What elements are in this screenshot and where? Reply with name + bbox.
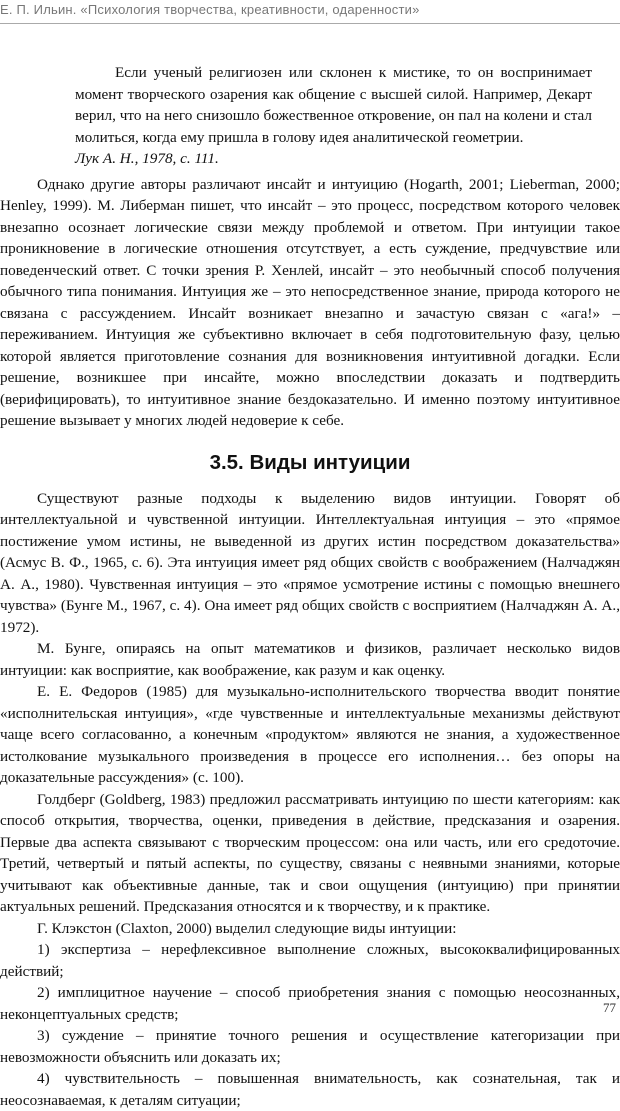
page-body [0, 62, 620, 1111]
section-paragraph: Голдберг (Goldberg, 1983) предложил рассматривать интуицию по шести категориям: как способ открытия, творчества, оценки, приведения в действие, предсказания и озарения. Первые два аспекта связывают с творческим процессом: она или часть, или его средоточие. Третий, четвертый и пятый аспекты, по существу, связаны с неявными знаниями, которые учитывают как объективные данные, так и свои ощущения (интуицию) при принятии актуальных решений. Предсказания относятся и к творчеству, и к практике. [0, 790, 620, 915]
running-head: Е. П. Ильин. «Психология творчества, креативности, одаренности» [0, 2, 420, 17]
list-item: 4) чувствительность – повышенная внимательность, как сознательная, так и неосознаваемая, к деталям ситуации; [0, 1070, 620, 1109]
list-item: 1) экспертиза – нерефлексивное выполнение сложных, высококвалифицированных действий; [0, 941, 620, 980]
section-paragraph: Е. Е. Федоров (1985) для музыкально-исполнительского творчества вводит понятие «исполнительская интуиция», «где чувственные и интеллектуальные механизмы действуют чаще всего согласованно, а конечным «продуктом» являются не знания, а художественное истолкование музыкального произведения в процессе его исполнения… без опоры на доказательные рассуждения» (с. 100). [0, 683, 620, 786]
section-paragraph: Г. Клэкстон (Claxton, 2000) выделил следующие виды интуиции: [37, 919, 457, 937]
intro-paragraph: Однако другие авторы различают инсайт и интуицию (Hogarth, 2001; Lieberman, 2000; Henley, 1999). М. Либерман пишет, что инсайт – это процесс, посредством которого человек внезапно осознает логические связи между проблемой и ответом. При интуиции такое проникновение в логические отношения отсутствует, а есть суждение, предчувствие или поведенческий ответ. С точки зрения Р. Хенлей, инсайт – это необычный способ получения обычного типа понимания. Интуиция же – это непосредственное знание, природа которого не связана с рассуждением. Инсайт возникает внезапно и зачастую связан с «ага!» – переживанием. Интуиция же субъективно включает в себя подготовительную фазу, целью которой является приготовление сознания для возникновения интуитивной догадки. Если решение, возникшее при инсайте, можно впоследствии доказать и подтвердить (верифицировать), то интуитивное знание бездоказательно. И именно поэтому интуитивное решение вызывает у многих людей недоверие к себе. [0, 175, 620, 429]
list-item: 3) суждение – принятие точного решения и осуществление категоризации при невозможности объяснить или доказать их; [0, 1027, 620, 1066]
section-paragraph: М. Бунге, опираясь на опыт математиков и физиков, различает несколько видов интуиции: как восприятие, как воображение, как разум и как оценку. [0, 640, 620, 679]
page-number: 77 [603, 1000, 616, 1015]
header-divider [0, 23, 620, 24]
epigraph-quote: Если ученый религиозен или склонен к мистике, то он воспринимает момент творческого озарения как общение с высшей силой. Например, Декарт верил, что на него снизошло божественное откровение, он пал на колени и стал молиться, когда ему пришла в голову идея аналитической геометрии. [75, 64, 592, 146]
section-paragraph: Существуют разные подходы к выделению видов интуиции. Говорят об интеллектуальной и чувственной интуиции. Интеллектуальная интуиция – это «прямое постижение умом истины, не выведенной из других истин посредством доказательства» (Асмус В. Ф., 1965, с. 6). Эта интуиция имеет ряд общих свойств с воображением (Налчаджян А. А., 1980). Чувственная интуиция – это «прямое усмотрение истины с помощью внешнего чувства» (Бунге М., 1967, с. 4). Она имеет ряд общих свойств с восприятием (Налчаджян А. А., 1972). [0, 489, 620, 636]
section-heading: 3.5. Виды интуиции [209, 450, 411, 474]
epigraph-citation: Лук А. Н., 1978, с. 111. [75, 150, 219, 167]
list-item: 2) имплицитное научение – способ приобретения знания с помощью неосознанных, неконцептуальных средств; [0, 984, 620, 1023]
